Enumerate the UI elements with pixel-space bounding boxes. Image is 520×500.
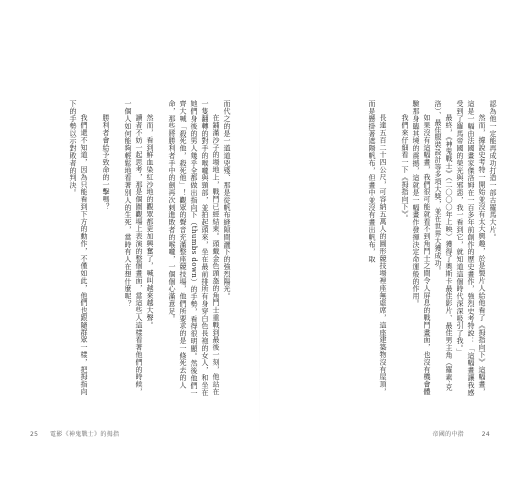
paragraph: 我們還不知道，因為只能看到下方的動作，不僅如此，他們也跟隨群眾一樣，把拇指向下的手勢以示對敗者的判決。 [69, 100, 88, 396]
page-number: 24 [481, 431, 490, 438]
right-page [260, 0, 520, 500]
left-page-text-column [36, 100, 232, 400]
running-head: 電影《神鬼戰士》的拇指 [50, 431, 120, 438]
paragraph: 讀者不妨一起思考，那是個圍觀場上表演的整個畫面，當這些人這樣看著他們的時候，一個人如何能夠輕鬆地看著別人的生死，當時有人在想什麼呢？ [124, 100, 143, 396]
paragraph: 而代之的是一道道兇殘、那是從帆布縫隙間灑下的強烈陽光。 [223, 100, 231, 300]
page-number: 25 [30, 431, 39, 438]
right-page-text-column [302, 100, 498, 400]
paragraph: 我們來仔細看一下《拇指向下》。 [401, 114, 409, 222]
running-head: 帝國的中指 [432, 431, 464, 438]
paragraph: 如果沒有這幅畫，我們很可能就看不到角鬥士之間令人屏息的戰鬥畫面，也沒有機會體驗那身臨其境的震撼，這就是一幅畫作發揮決定命運般的作用。 [412, 100, 431, 396]
paragraph: 在鋪滿沙子的場地上，戰鬥已經結束。頭戴金色頭盔的角鬥士重戰到最後一刻，他站在一隻翻轉的對手的喉嚨與頸部，並拍起頭來，坐在最前排所有身穿白色長袍的女人，和坐在她們身後的男人幾乎全都做出指向下（thumbs down）的手勢，看得很明顯。然後他們一齊大喊「殺死他，殺死他」！觀眾的聲音充滿整座競技場，他們所要求的是一條死去的人命，那些將勝利者手中的劍再次刺進敗者的喉嚨，一個個心滿意足。 [168, 100, 220, 397]
paragraph: 然而，據說史考特一開始並沒有太大興趣，於是製片人給他看了《拇指向下》這幅畫，這是一幅由法國畫家傑洛姆在一百多年前創作的歷史畫作，強烈史考特說：「這幅畫讓我感受到了羅馬帝國的榮光與邪惡，我一看到它，就知道這個時代深深吸引了我。」 [456, 100, 486, 396]
paragraph: 勝利者會給予致命的一擊嗎？ [102, 114, 110, 211]
paragraph: 最終，《神鬼戰士》（二〇〇〇年上映）獲得了奧斯卡最佳影片、最佳男主角（羅素·克洛）、最佳服裝設計等多項大獎，並在世界大獲成功。 [434, 100, 453, 391]
paragraph: 認為他一定能再成功打造一部古羅馬大片。 [489, 100, 497, 241]
paragraph: 長達五百二十四公尺，可容納五萬人的圓形競技場裡座無虛席，這座建築物沒有屋頂，而是懸掛著遮陽帆布，但畫中並沒有畫出帆布，取 [368, 100, 387, 396]
paragraph: 然而，看到鮮血染紅沙地的觀眾都更加興奮了，喊叫越來越大聲。 [146, 114, 154, 329]
